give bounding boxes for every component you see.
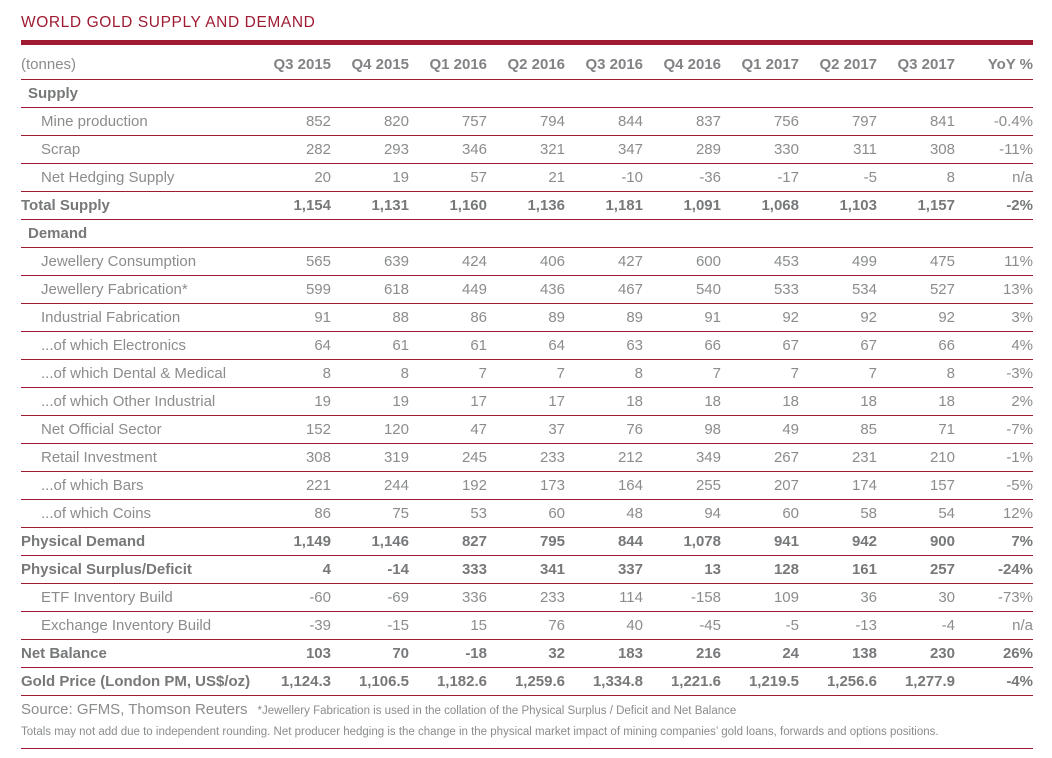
cell-value: 161 [851, 561, 877, 578]
quarter-header: YoY % [987, 56, 1033, 73]
quarter-header: Q3 2015 [273, 56, 331, 73]
cell-value: 75 [392, 505, 409, 522]
cell-value: 1,157 [917, 197, 955, 214]
cell-value: 1,146 [371, 533, 409, 550]
cell-value: -4 [941, 617, 955, 634]
cell-value: 475 [929, 253, 955, 270]
cell-value: 231 [851, 449, 877, 466]
cell-value: 499 [851, 253, 877, 270]
row-label: Scrap [41, 141, 81, 158]
cell-value: 66 [938, 337, 955, 354]
cell-value: 13 [704, 561, 721, 578]
cell-value: 346 [461, 141, 487, 158]
cell-value: 321 [539, 141, 565, 158]
cell-value: 233 [539, 589, 565, 606]
table-row [21, 444, 1033, 472]
cell-value: 941 [773, 533, 799, 550]
cell-value: 618 [383, 281, 409, 298]
cell-value: 86 [314, 505, 331, 522]
cell-value: n/a [1012, 169, 1033, 186]
cell-value: 183 [617, 645, 643, 662]
cell-value: -73% [997, 589, 1033, 606]
cell-value: -3% [1006, 365, 1033, 382]
cell-value: 1,256.6 [826, 673, 877, 690]
quarter-header: Q2 2016 [507, 56, 565, 73]
row-label: Physical Surplus/Deficit [21, 561, 192, 578]
row-label: Physical Demand [21, 533, 146, 550]
table-row [21, 416, 1033, 444]
cell-value: -4% [1006, 673, 1033, 690]
cell-value: 1,160 [449, 197, 487, 214]
cell-value: 844 [617, 113, 643, 130]
cell-value: -10 [621, 169, 643, 186]
cell-value: 900 [929, 533, 955, 550]
cell-value: 85 [860, 421, 877, 438]
cell-value: 337 [617, 561, 643, 578]
cell-value: 86 [470, 309, 487, 326]
footnote-rounding: Totals may not add due to independent rounding. Net producer hedging is the change in the physical market impact of mining companies’ gold loans, forwards and options positions. [21, 726, 939, 738]
cell-value: 71 [938, 421, 955, 438]
cell-value: 60 [782, 505, 799, 522]
cell-value: 8 [400, 365, 409, 382]
cell-value: 207 [773, 477, 799, 494]
cell-value: 282 [305, 141, 331, 158]
table-row [21, 248, 1033, 276]
table-row [21, 276, 1033, 304]
cell-value: 244 [383, 477, 409, 494]
cell-value: 453 [773, 253, 799, 270]
cell-value: 216 [695, 645, 721, 662]
quarter-header: Q1 2017 [741, 56, 799, 73]
cell-value: 255 [695, 477, 721, 494]
cell-value: -2% [1006, 197, 1033, 214]
cell-value: 19 [314, 393, 331, 410]
cell-value: 192 [461, 477, 487, 494]
cell-value: 1,106.5 [358, 673, 409, 690]
cell-value: 48 [626, 505, 643, 522]
table-row [21, 136, 1033, 164]
cell-value: 18 [782, 393, 799, 410]
cell-value: 1,334.8 [592, 673, 643, 690]
cell-value: 103 [305, 645, 331, 662]
cell-value: 449 [461, 281, 487, 298]
cell-value: 76 [548, 617, 565, 634]
cell-value: 157 [929, 477, 955, 494]
cell-value: 599 [305, 281, 331, 298]
cell-value: 600 [695, 253, 721, 270]
table-row [21, 668, 1033, 696]
cell-value: 57 [470, 169, 487, 186]
cell-value: 267 [773, 449, 799, 466]
cell-value: -14 [387, 561, 409, 578]
table-row [21, 500, 1033, 528]
table-row [21, 332, 1033, 360]
cell-value: 19 [392, 169, 409, 186]
cell-value: 7 [478, 365, 487, 382]
cell-value: 98 [704, 421, 721, 438]
cell-value: -36 [699, 169, 721, 186]
cell-value: 18 [704, 393, 721, 410]
gold-supply-demand-table [21, 45, 1033, 696]
cell-value: 4 [322, 561, 331, 578]
cell-value: 54 [938, 505, 955, 522]
cell-value: 852 [305, 113, 331, 130]
row-label: Supply [28, 85, 79, 102]
cell-value: 91 [314, 309, 331, 326]
row-label: Retail Investment [41, 449, 157, 466]
cell-value: 820 [383, 113, 409, 130]
cell-value: -158 [690, 589, 721, 606]
cell-value: 1,103 [839, 197, 877, 214]
quarter-header: Q4 2015 [351, 56, 409, 73]
cell-value: 128 [773, 561, 799, 578]
table-row [21, 640, 1033, 668]
cell-value: 534 [851, 281, 877, 298]
cell-value: 64 [548, 337, 565, 354]
table-row [21, 388, 1033, 416]
row-label: Net Balance [21, 645, 107, 662]
row-label: Exchange Inventory Build [41, 617, 212, 634]
cell-value: 756 [773, 113, 799, 130]
cell-value: 319 [383, 449, 409, 466]
cell-value: 639 [383, 253, 409, 270]
table-row [21, 584, 1033, 612]
cell-value: 347 [617, 141, 643, 158]
cell-value: 7 [556, 365, 565, 382]
footer [21, 701, 1033, 749]
cell-value: 53 [470, 505, 487, 522]
cell-value: n/a [1012, 617, 1033, 634]
row-label: ...of which Electronics [41, 337, 187, 354]
cell-value: 173 [539, 477, 565, 494]
cell-value: 1,221.6 [670, 673, 721, 690]
row-label: Gold Price (London PM, US$/oz) [21, 673, 251, 690]
cell-value: 11% [1004, 253, 1033, 270]
source-text: Source: GFMS, Thomson Reuters [21, 701, 248, 718]
cell-value: -39 [309, 617, 331, 634]
cell-value: 212 [617, 449, 643, 466]
cell-value: 21 [548, 169, 565, 186]
cell-value: 795 [539, 533, 565, 550]
cell-value: 230 [929, 645, 955, 662]
cell-value: 17 [470, 393, 487, 410]
cell-value: 1,182.6 [436, 673, 487, 690]
cell-value: 7 [868, 365, 877, 382]
table-row [21, 108, 1033, 136]
cell-value: 18 [860, 393, 877, 410]
cell-value: 92 [860, 309, 877, 326]
cell-value: 88 [392, 309, 409, 326]
cell-value: 18 [938, 393, 955, 410]
cell-value: 30 [938, 589, 955, 606]
cell-value: 1,277.9 [904, 673, 955, 690]
cell-value: 1,259.6 [514, 673, 565, 690]
cell-value: -18 [465, 645, 487, 662]
cell-value: -5 [863, 169, 877, 186]
quarter-header: Q3 2017 [897, 56, 955, 73]
cell-value: 3% [1011, 309, 1033, 326]
cell-value: 8 [322, 365, 331, 382]
cell-value: 32 [548, 645, 565, 662]
cell-value: 7 [790, 365, 799, 382]
cell-value: 311 [853, 141, 877, 158]
cell-value: 40 [626, 617, 643, 634]
cell-value: 13% [1002, 281, 1033, 298]
cell-value: 289 [695, 141, 721, 158]
cell-value: 841 [929, 113, 955, 130]
table-row [21, 80, 1033, 108]
cell-value: 233 [539, 449, 565, 466]
cell-value: 8 [946, 169, 955, 186]
cell-value: 308 [305, 449, 331, 466]
cell-value: 109 [773, 589, 799, 606]
cell-value: 533 [773, 281, 799, 298]
cell-value: -5 [785, 617, 799, 634]
cell-value: 565 [305, 253, 331, 270]
cell-value: -24% [997, 561, 1033, 578]
table-row [21, 192, 1033, 220]
cell-value: 245 [461, 449, 487, 466]
footer-source-line [21, 701, 1033, 720]
table-row [21, 528, 1033, 556]
cell-value: -5% [1006, 477, 1033, 494]
cell-value: 66 [704, 337, 721, 354]
cell-value: 164 [617, 477, 643, 494]
cell-value: 8 [634, 365, 643, 382]
cell-value: 76 [626, 421, 643, 438]
cell-value: 1,136 [527, 197, 565, 214]
quarter-header: Q3 2016 [585, 56, 643, 73]
cell-value: 1,068 [761, 197, 799, 214]
table-row [21, 164, 1033, 192]
cell-value: 308 [929, 141, 955, 158]
cell-value: 2% [1011, 393, 1033, 410]
cell-value: 61 [470, 337, 487, 354]
cell-value: 64 [314, 337, 331, 354]
cell-value: 349 [695, 449, 721, 466]
cell-value: 174 [851, 477, 877, 494]
cell-value: 827 [461, 533, 487, 550]
cell-value: 7% [1011, 533, 1033, 550]
cell-value: 333 [461, 561, 487, 578]
row-label: Jewellery Consumption [41, 253, 197, 270]
row-label: ...of which Other Industrial [41, 393, 216, 410]
row-label: Net Official Sector [41, 421, 162, 438]
cell-value: 1,154 [293, 197, 331, 214]
cell-value: 114 [619, 589, 643, 606]
cell-value: 47 [470, 421, 487, 438]
cell-value: 89 [548, 309, 565, 326]
bottom-rule [21, 748, 1033, 749]
cell-value: 120 [383, 421, 409, 438]
cell-value: 540 [695, 281, 721, 298]
cell-value: 293 [383, 141, 409, 158]
cell-value: 1,131 [371, 197, 409, 214]
table-row [21, 556, 1033, 584]
cell-value: 210 [929, 449, 955, 466]
cell-value: 221 [305, 477, 331, 494]
table-body [21, 80, 1033, 696]
cell-value: 1,124.3 [280, 673, 331, 690]
cell-value: 8 [946, 365, 955, 382]
cell-value: 15 [470, 617, 487, 634]
cell-value: 70 [392, 645, 409, 662]
cell-value: -17 [777, 169, 799, 186]
cell-value: 436 [539, 281, 565, 298]
cell-value: 12% [1002, 505, 1033, 522]
cell-value: 330 [773, 141, 799, 158]
cell-value: 1,078 [683, 533, 721, 550]
quarter-header: Q4 2016 [663, 56, 721, 73]
table-row [21, 472, 1033, 500]
cell-value: 17 [548, 393, 565, 410]
cell-value: 58 [860, 505, 877, 522]
cell-value: 942 [851, 533, 877, 550]
cell-value: 91 [704, 309, 721, 326]
page-title: WORLD GOLD SUPPLY AND DEMAND [21, 14, 316, 31]
row-label: ETF Inventory Build [41, 589, 173, 606]
cell-value: 844 [617, 533, 643, 550]
cell-value: 36 [860, 589, 877, 606]
table-header-row [21, 45, 1033, 80]
cell-value: 467 [617, 281, 643, 298]
row-label: Demand [28, 225, 88, 242]
quarter-header: Q1 2016 [429, 56, 487, 73]
cell-value: 1,181 [605, 197, 643, 214]
cell-value: 94 [704, 505, 721, 522]
cell-value: 20 [314, 169, 331, 186]
table-row [21, 360, 1033, 388]
quarter-header: Q2 2017 [819, 56, 877, 73]
cell-value: 7 [712, 365, 721, 382]
cell-value: 427 [617, 253, 643, 270]
row-label: Mine production [41, 113, 148, 130]
cell-value: 24 [782, 645, 799, 662]
cell-value: 527 [929, 281, 955, 298]
footnote-jewellery: *Jewellery Fabrication is used in the collation of the Physical Surplus / Deficit and Net Balance [257, 705, 737, 717]
row-label: Industrial Fabrication [41, 309, 181, 326]
cell-value: 341 [539, 561, 565, 578]
cell-value: 19 [392, 393, 409, 410]
cell-value: -45 [699, 617, 721, 634]
cell-value: 257 [929, 561, 955, 578]
cell-value: 63 [626, 337, 643, 354]
cell-value: 138 [851, 645, 877, 662]
cell-value: -15 [387, 617, 409, 634]
cell-value: 152 [305, 421, 331, 438]
cell-value: 837 [695, 113, 721, 130]
cell-value: 67 [782, 337, 799, 354]
cell-value: 60 [548, 505, 565, 522]
cell-value: 92 [782, 309, 799, 326]
row-label: Net Hedging Supply [41, 169, 175, 186]
cell-value: -7% [1006, 421, 1033, 438]
cell-value: -13 [855, 617, 877, 634]
row-label: ...of which Dental & Medical [41, 365, 227, 382]
cell-value: 67 [860, 337, 877, 354]
cell-value: 26% [1002, 645, 1033, 662]
cell-value: -0.4% [993, 113, 1033, 130]
unit-label: (tonnes) [21, 56, 77, 73]
cell-value: -1% [1006, 449, 1033, 466]
cell-value: 797 [851, 113, 877, 130]
cell-value: -69 [387, 589, 409, 606]
row-label: ...of which Coins [41, 505, 152, 522]
cell-value: 92 [938, 309, 955, 326]
row-label: Jewellery Fabrication* [41, 281, 188, 298]
cell-value: 794 [539, 113, 565, 130]
cell-value: 1,091 [683, 197, 721, 214]
table-row [21, 304, 1033, 332]
cell-value: -60 [309, 589, 331, 606]
cell-value: 1,149 [293, 533, 331, 550]
table-row [21, 612, 1033, 640]
cell-value: -11% [999, 141, 1033, 158]
row-label: ...of which Bars [41, 477, 144, 494]
row-label: Total Supply [21, 197, 110, 214]
cell-value: 406 [539, 253, 565, 270]
cell-value: 61 [392, 337, 409, 354]
cell-value: 424 [461, 253, 487, 270]
cell-value: 37 [548, 421, 565, 438]
cell-value: 336 [461, 589, 487, 606]
cell-value: 1,219.5 [748, 673, 799, 690]
cell-value: 4% [1011, 337, 1033, 354]
table-row [21, 220, 1033, 248]
cell-value: 757 [461, 113, 487, 130]
cell-value: 18 [626, 393, 643, 410]
cell-value: 89 [626, 309, 643, 326]
cell-value: 49 [782, 421, 799, 438]
